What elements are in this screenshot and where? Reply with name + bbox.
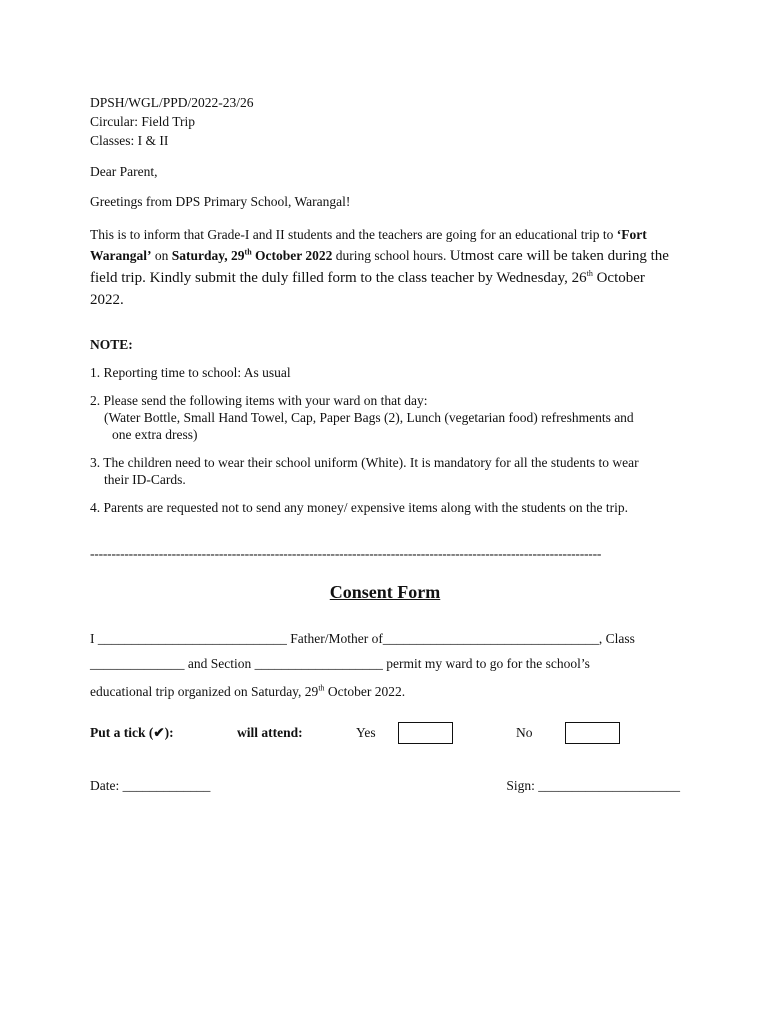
will-attend-label: will attend: <box>237 725 303 740</box>
note-item-2-line-1: 2. Please send the following items with your ward on that day: <box>90 393 428 408</box>
trip-destination: ‘Fort Warangal’ <box>90 227 647 263</box>
submission-text: Utmost care will be taken during the field trip. Kindly submit the duly filled form to the class teacher by Wednesday, 26 <box>90 248 669 286</box>
yes-label: Yes <box>356 725 376 740</box>
consent-line-3-text: educational trip organized on Saturday, 29 <box>90 684 319 699</box>
consent-date-suffix: th <box>318 683 325 693</box>
reference-number: DPSH/WGL/PPD/2022-23/26 <box>90 95 254 110</box>
circular-subject: Circular: Field Trip <box>90 114 196 129</box>
no-checkbox[interactable] <box>565 722 620 744</box>
note-item-2-line-3: one extra dress) <box>112 427 198 442</box>
intro-text-2: on <box>151 248 172 263</box>
note-item-2-line-2: (Water Bottle, Small Hand Towel, Cap, Paper Bags (2), Lunch (vegetarian food) refreshments and <box>104 410 634 425</box>
intro-text-3: during school hours. <box>332 248 450 263</box>
greeting: Greetings from DPS Primary School, Warangal! <box>90 194 351 209</box>
note-item-3-line-2: their ID-Cards. <box>104 472 186 487</box>
consent-line-3-month: October 2022. <box>324 684 406 699</box>
signature-field[interactable]: Sign: _____________________ <box>506 778 680 793</box>
deadline-month: October 2022. <box>90 270 645 308</box>
note-heading: NOTE: <box>90 337 133 352</box>
circular-document <box>90 93 680 798</box>
note-item-1: 1. Reporting time to school: As usual <box>90 365 291 380</box>
intro-text-1: This is to inform that Grade-I and II students and the teachers are going for an educational trip to <box>90 227 617 242</box>
trip-date-day: Saturday, 29 <box>171 248 245 263</box>
salutation: Dear Parent, <box>90 164 158 179</box>
deadline-suffix: th <box>586 269 593 278</box>
note-item-3-line-1: 3. The children need to wear their school uniform (White). It is mandatory for all the students to wear <box>90 455 639 470</box>
signature-row <box>90 778 680 798</box>
trip-date <box>172 248 333 263</box>
trip-date-month: October 2022 <box>251 248 333 263</box>
yes-checkbox[interactable] <box>398 722 453 744</box>
tick-instruction: Put a tick (✔): <box>90 725 174 740</box>
consent-line-2[interactable]: ______________ and Section ___________________ permit my ward to go for the school’s <box>90 656 590 671</box>
consent-form-title: Consent Form <box>329 582 441 602</box>
consent-line-1[interactable]: I ____________________________ Father/Mother of________________________________, Class <box>90 631 635 646</box>
classes-line: Classes: I & II <box>90 133 169 148</box>
trip-date-suffix: th <box>244 247 252 257</box>
note-item-3 <box>90 454 680 488</box>
consent-line-3 <box>90 682 680 702</box>
intro-paragraph <box>90 224 680 311</box>
note-item-2 <box>90 392 680 443</box>
cut-line-divider: ----------------------------------------------------------------------------------------------------------------------- <box>90 546 602 561</box>
attendance-row <box>90 722 680 746</box>
note-item-4: 4. Parents are requested not to send any money/ expensive items along with the students on the trip. <box>90 500 629 515</box>
date-field[interactable]: Date: _____________ <box>90 778 211 793</box>
no-label: No <box>516 725 533 740</box>
